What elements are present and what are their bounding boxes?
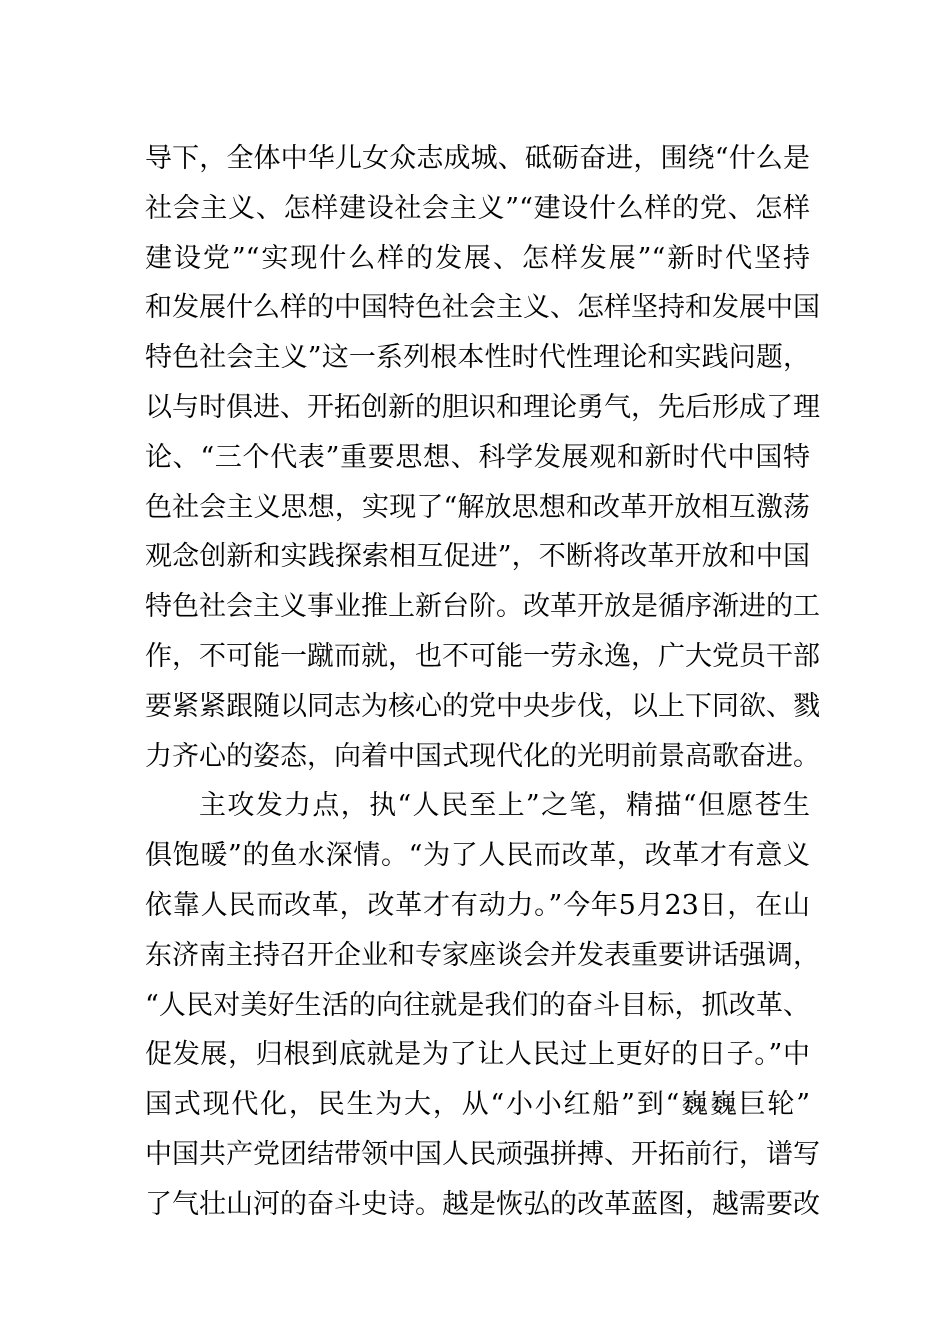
text-line: 俱饱暖”的鱼水深情。“为了人民而改革，改革才有意义 [145,840,810,872]
text-line: 观念创新和实践探索相互促进”，不断将改革开放和中国 [145,541,810,573]
text-line: 依靠人民而改革，改革才有动力。”今年5月23日，在山 [145,889,810,921]
paragraph-first-line: 主攻发力点，执“人民至上”之笔，精描“但愿苍生 [199,790,810,822]
text-line: 和发展什么样的中国特色社会主义、怎样坚持和发展中国 [145,292,820,324]
text-line: 作，不可能一蹴而就，也不可能一劳永逸，广大党员干部 [145,640,820,672]
text-line: 色社会主义思想，实现了“解放思想和改革开放相互激荡 [145,491,810,523]
text-line: 特色社会主义事业推上新台阶。改革开放是循序渐进的工 [145,591,820,623]
text-line: 东济南主持召开企业和专家座谈会并发表重要讲话强调， [145,939,820,971]
paragraph-end-line: 力齐心的姿态，向着中国式现代化的光明前景高歌奋进。 [145,740,820,772]
text-line: “人民对美好生活的向往就是我们的奋斗目标，抓改革、 [145,989,810,1021]
text-line: 建设党”“实现什么样的发展、怎样发展”“新时代坚持 [145,242,810,274]
text-line: 国式现代化，民生为大，从“小小红船”到“巍巍巨轮” [145,1089,810,1121]
text-line: 中国共产党团结带领中国人民顽强拼搏、开拓前行，谱写 [145,1138,820,1170]
text-line: 特色社会主义”这一系列根本性时代性理论和实践问题， [145,342,810,374]
text-line: 导下，全体中华儿女众志成城、砥砺奋进，围绕“什么是 [145,143,810,174]
text-line: 社会主义、怎样建设社会主义”“建设什么样的党、怎样 [145,192,810,224]
text-line: 论、“三个代表”重要思想、科学发展观和新时代中国特 [145,441,810,473]
text-line: 了气壮山河的奋斗史诗。越是恢弘的改革蓝图，越需要改 [145,1188,820,1220]
text-line: 以与时俱进、开拓创新的胆识和理论勇气，先后形成了理 [145,391,820,423]
text-line: 要紧紧跟随以同志为核心的党中央步伐，以上下同欲、戮 [145,690,820,722]
body-text [145,134,820,1230]
text-line: 促发展，归根到底就是为了让人民过上更好的日子。”中 [145,1039,810,1071]
